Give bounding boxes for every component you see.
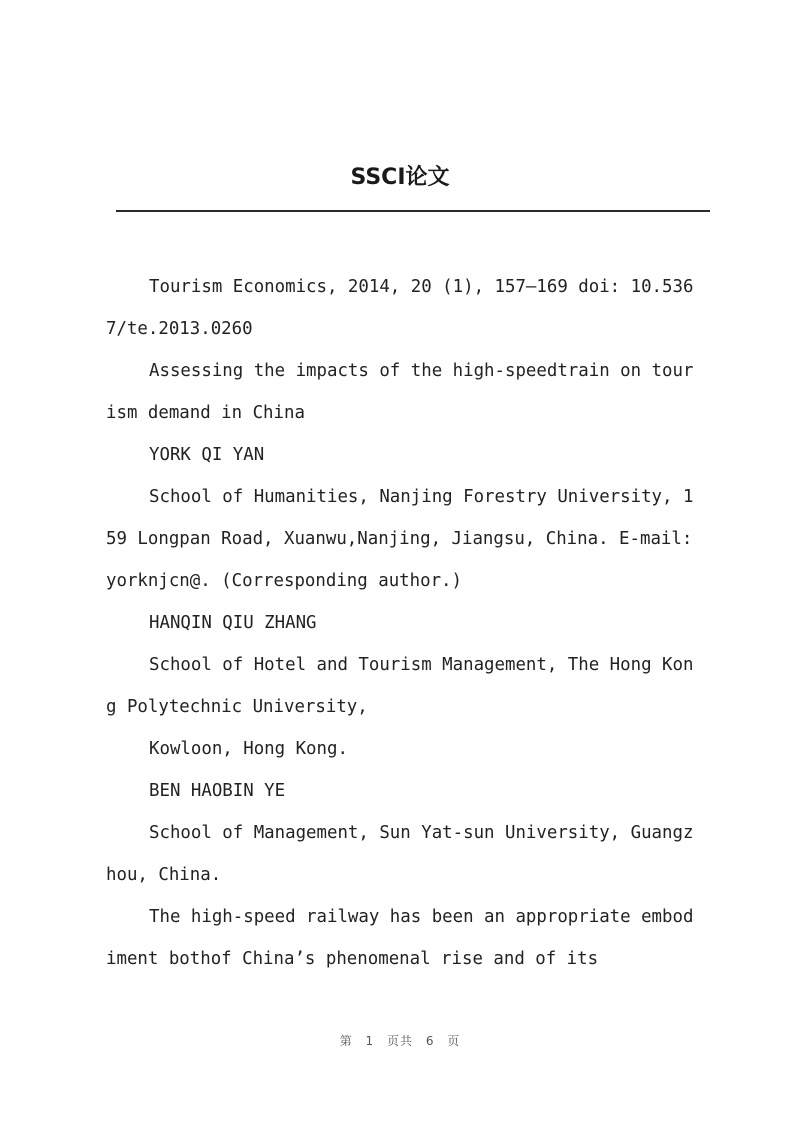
page-number-footer: 第 1 页共 6 页 bbox=[339, 1034, 461, 1048]
body-paragraph: The high-speed railway has been an appropriate embodiment bothof China’s phenomenal rise and of its bbox=[106, 907, 694, 969]
citation-paragraph: Tourism Economics, 2014, 20 (1), 157–169 doi: 10.5367/te.2013.0260 bbox=[106, 277, 694, 339]
document-body bbox=[106, 266, 703, 980]
page-title: SSCI论文 bbox=[350, 165, 450, 190]
author-affiliation-2-location: Kowloon, Hong Kong. bbox=[149, 739, 348, 759]
article-title: Assessing the impacts of the high-speedtrain on tourism demand in China bbox=[106, 361, 694, 423]
header-divider bbox=[116, 210, 710, 212]
author-name-3: BEN HAOBIN YE bbox=[149, 781, 286, 801]
author-name-2: HANQIN QIU ZHANG bbox=[149, 613, 317, 633]
author-name-1: YORK QI YAN bbox=[149, 445, 265, 465]
author-affiliation-2: School of Hotel and Tourism Management, The Hong Kong Polytechnic University, bbox=[106, 655, 694, 717]
author-affiliation-1: School of Humanities, Nanjing Forestry University, 159 Longpan Road, Xuanwu,Nanjing, Jiangsu, China. E-mail: yorknjcn@. (Corresponding author.) bbox=[106, 487, 703, 591]
author-affiliation-3: School of Management, Sun Yat-sun University, Guangzhou, China. bbox=[106, 823, 694, 885]
